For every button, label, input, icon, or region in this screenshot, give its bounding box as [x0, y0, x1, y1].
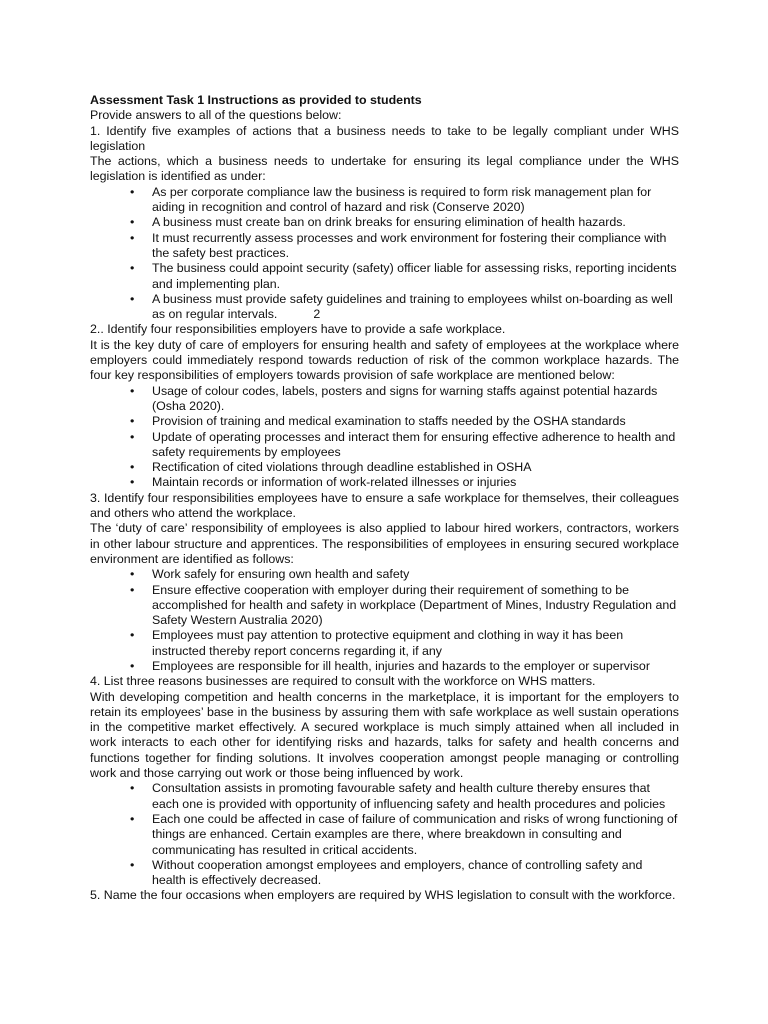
document-page: [90, 93, 679, 904]
document-title: Assessment Task 1 Instructions as provided to students: [90, 93, 422, 107]
answer-2: It is the key duty of care of employers for ensuring health and safety of employees at the workplace where employers could immediately respond towards reduction of risk of the common workplace hazards. The four key responsibilities of employers towards provision of safe workplace are mentioned below:: [90, 337, 679, 383]
bullet-list-4: [90, 781, 679, 888]
question-1: 1. Identify five examples of actions that a business needs to take to be legally compliant under WHS legislation: [90, 123, 679, 153]
intro-text: Provide answers to all of the questions below:: [90, 108, 342, 123]
page-number: 2: [313, 307, 321, 322]
bullet-list-3: [90, 567, 679, 674]
question-3: 3. Identify four responsibilities employees have to ensure a safe workplace for themselves, their colleagues and others who attend the workplace.: [90, 490, 679, 521]
list-item: • A business must create ban on drink breaks for ensuring elimination of health hazards.: [152, 215, 679, 230]
list-item: • Consultation assists in promoting favourable safety and health culture thereby ensures that each one is provided with opportunity of influencing safety and health procedures and policies: [152, 781, 679, 812]
list-item: • Ensure effective cooperation with employer during their requirement of something to be accomplished for health and safety in workplace (Department of Mines, Industry Regulation and Safety Western Australia 2020): [152, 583, 679, 629]
list-item: • Update of operating processes and interact them for ensuring effective adherence to health and safety requirements by employees: [152, 430, 679, 461]
bullet-list-1: [90, 185, 679, 323]
question-5: 5. Name the four occasions when employers are required by WHS legislation to consult with the workforce.: [90, 888, 676, 903]
list-item: [152, 292, 679, 323]
bullet-list-2: [90, 384, 679, 491]
question-2: 2.. Identify four responsibilities employers have to provide a safe workplace.: [90, 322, 506, 337]
answer-3: The ‘duty of care’ responsibility of employees is also applied to labour hired workers, contractors, workers in other labour structure and apprentices. The responsibilities of employees in ensuring secured workplace environment are identified as follows:: [90, 521, 679, 566]
list-item: • Provision of training and medical examination to staffs needed by the OSHA standards: [152, 414, 679, 429]
list-item: • Maintain records or information of work-related illnesses or injuries: [152, 475, 679, 490]
list-item: • Work safely for ensuring own health and safety: [152, 567, 679, 582]
list-item: • As per corporate compliance law the business is required to form risk management plan for aiding in recognition and control of hazard and risk (Conserve 2020): [152, 185, 679, 216]
answer-1: The actions, which a business needs to undertake for ensuring its legal compliance under the WHS legislation is identified as under:: [90, 154, 679, 184]
list-item: • The business could appoint security (safety) officer liable for assessing risks, reporting incidents and implementing plan.: [152, 261, 679, 292]
answer-4: With developing competition and health concerns in the marketplace, it is important for the employers to retain its employees’ base in the business by assuring them with safe workplace as well sustain operations in the competitive market effectively. A secured workplace is much simply attained when all included in work interacts to each other for identifying risks and hazards, talks for safety and health concerns and functions together for finding solutions. It involves cooperation amongst people managing or controlling work and those carrying out work or those being influenced by work.: [90, 689, 679, 781]
list-item: • Employees must pay attention to protective equipment and clothing in way it has been instructed thereby report concerns regarding it, if any: [152, 628, 679, 659]
list-item: • Without cooperation amongst employees and employers, chance of controlling safety and health is effectively decreased.: [152, 858, 679, 889]
list-item: • It must recurrently assess processes and work environment for fostering their compliance with the safety best practices.: [152, 231, 679, 262]
list-item: • Usage of colour codes, labels, posters and signs for warning staffs against potential hazards (Osha 2020).: [152, 384, 679, 415]
question-4: 4. List three reasons businesses are required to consult with the workforce on WHS matters.: [90, 674, 596, 689]
list-item: • Each one could be affected in case of failure of communication and risks of wrong functioning of things are enhanced. Certain examples are there, where breakdown in consulting and communicating has resulted in critical accidents.: [152, 812, 679, 858]
list-item: • Employees are responsible for ill health, injuries and hazards to the employer or supervisor: [152, 659, 679, 674]
list-item-text: A business must provide safety guidelines and training to employees whilst on-boarding as well as on regular intervals.: [152, 291, 673, 322]
list-item: • Rectification of cited violations through deadline established in OSHA: [152, 460, 679, 475]
